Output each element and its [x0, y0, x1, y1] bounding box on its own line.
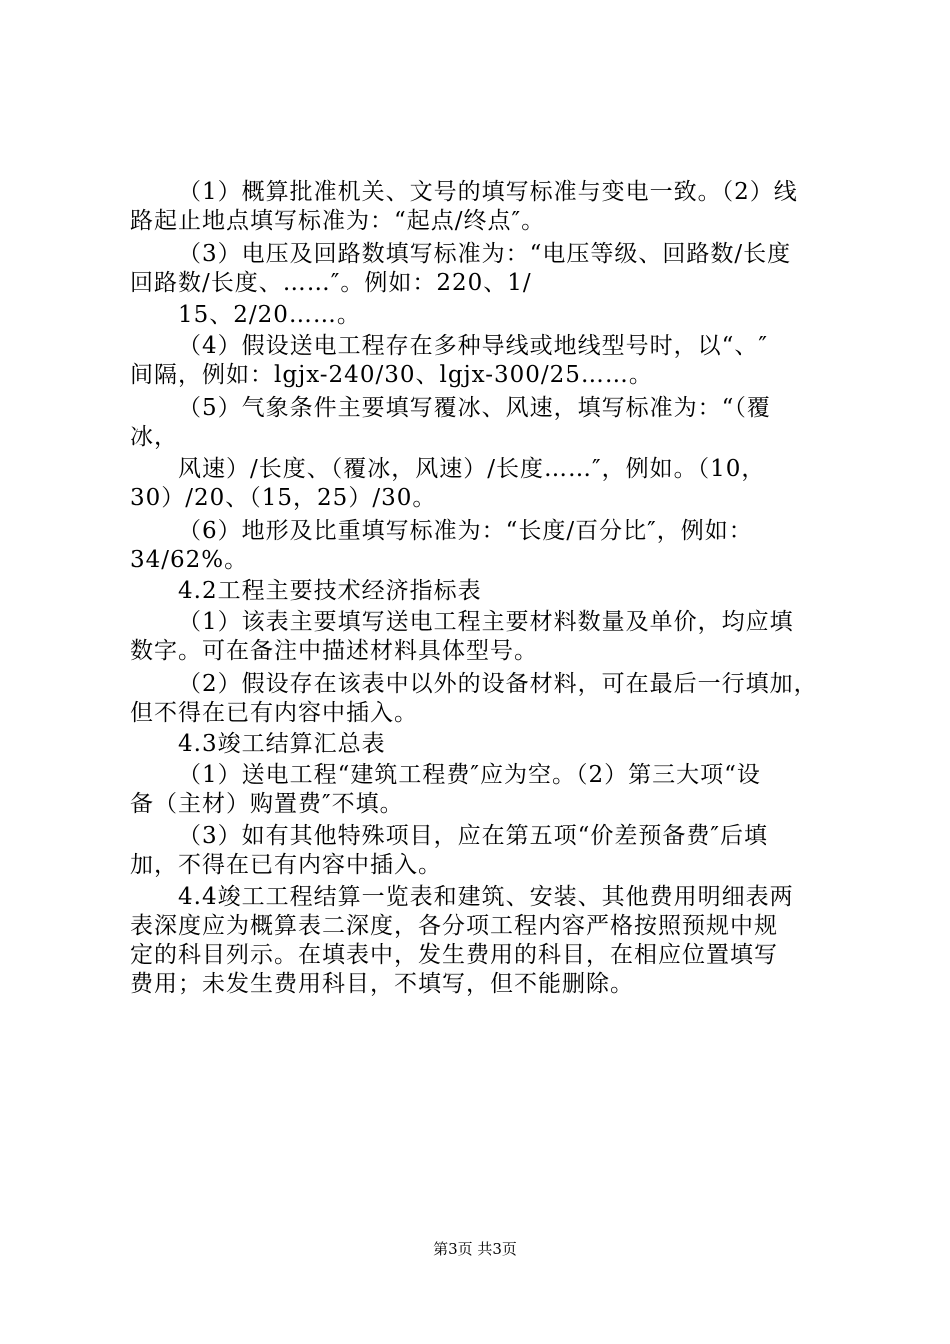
text-line-2: 路起止地点填写标准为：“起点/终点″。 — [130, 208, 546, 234]
text-line-18: 但不得在已有内容中插入。 — [130, 700, 418, 726]
text-line-27: 费用；未发生费用科目，不填写，但不能删除。 — [130, 971, 634, 997]
text-line-10: 风速）/长度、（覆冰，风速）/长度……″，例如。（10， — [178, 456, 766, 482]
section-heading-4-4: 4.4竣工工程结算一览表和建筑、安装、其他费用明细表两 — [178, 884, 794, 910]
text-line-15: （1）该表主要填写送电工程主要材料数量及单价，均应填 — [178, 609, 794, 635]
section-heading-4-3: 4.3竣工结算汇总表 — [178, 731, 386, 757]
text-line-4: 回路数/长度、……″。例如：220、1/ — [130, 270, 532, 296]
text-line-23: 加，不得在已有内容中插入。 — [130, 852, 442, 878]
text-line-21: 备（主材）购置费″不填。 — [130, 791, 404, 817]
text-line-26: 定的科目列示。在填表中，发生费用的科目，在相应位置填写 — [130, 942, 778, 968]
text-line-1: （1）概算批准机关、文号的填写标准与变电一致。（2）线 — [178, 179, 798, 205]
text-line-25: 表深度应为概算表二深度，各分项工程内容严格按照预规中规 — [130, 913, 778, 939]
text-line-6: （4）假设送电工程存在多种导线或地线型号时，以“、″ — [178, 333, 768, 359]
section-heading-4-2: 4.2工程主要技术经济指标表 — [178, 578, 482, 604]
text-line-12: （6）地形及比重填写标准为：“长度/百分比″，例如： — [178, 518, 753, 544]
text-line-20: （1）送电工程“建筑工程费″应为空。（2）第三大项“设 — [178, 762, 761, 788]
text-line-13: 34/62%。 — [130, 547, 249, 573]
text-line-22: （3）如有其他特殊项目，应在第五项“价差预备费″后填 — [178, 823, 768, 849]
text-line-5: 15、2/20……。 — [178, 302, 361, 328]
page-footer: 第3页 共3页 — [433, 1240, 517, 1258]
text-line-3: （3）电压及回路数填写标准为：“电压等级、回路数/长度 — [178, 241, 792, 267]
text-line-9: 冰， — [130, 424, 178, 450]
text-line-17: （2）假设存在该表中以外的设备材料，可在最后一行填加， — [178, 671, 818, 697]
text-line-7: 间隔，例如：lgjx-240/30、lgjx-300/25……。 — [130, 362, 653, 388]
text-line-11: 30）/20、（15，25）/30。 — [130, 485, 437, 511]
text-line-16: 数字。可在备注中描述材料具体型号。 — [130, 638, 538, 664]
text-line-8: （5）气象条件主要填写覆冰、风速，填写标准为：“（覆 — [178, 395, 771, 421]
